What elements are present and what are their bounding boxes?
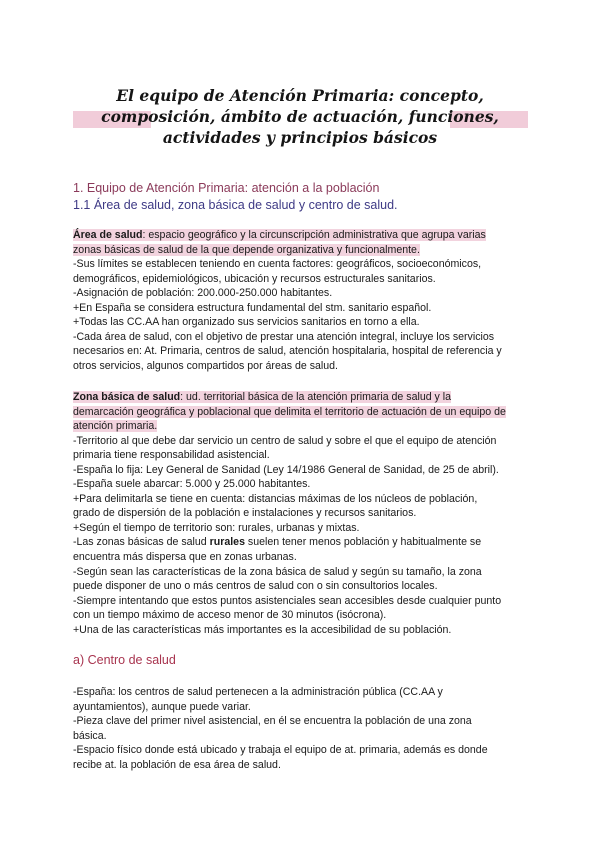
definition-text: : espacio geográfico y la circunscripción administrativa que agrupa varias [142,229,486,241]
paragraph-line: -Sus límites se establecen teniendo en cuenta factores: geográficos, socioeconómicos, [73,258,482,271]
zona-basica-section [73,390,533,637]
title-line-2: composición, ámbito de actuación, funciones, [101,107,499,126]
paragraph-line [73,405,533,420]
paragraph-line: -Asignación de población: 200.000-250.000 habitantes. [73,287,333,300]
paragraph-line: recibe at. la población de esa área de salud. [73,758,281,771]
paragraph-line: básica. [73,729,107,742]
paragraph-line: encuentra más dispersa que en zonas urbanas. [73,551,297,564]
document-title [0,86,600,147]
paragraph-line: -Territorio al que debe dar servicio un centro de salud y sobre el que el equipo de atención [73,434,497,447]
section-heading-1: 1. Equipo de Atención Primaria: atención a la población [73,181,380,195]
paragraph-line: primaria tiene responsabilidad asistencial. [73,449,270,462]
section-heading-1-1: 1.1 Área de salud, zona básica de salud y centro de salud. [73,198,398,212]
paragraph-line: demográficos, epidemiológicos, ubicación y recursos estructurales sanitarios. [73,272,436,285]
paragraph-line: +Para delimitarla se tiene en cuenta: distancias máximas de los núcleos de población, [73,492,478,505]
paragraph-line: +Todas las CC.AA han organizado sus servicios sanitarios en torno a ella. [73,316,420,329]
text-run: suelen tener menos población y habitualmente se [244,536,482,549]
paragraph-line: necesarios en: At. Primaria, centros de salud, atención hospitalaria, hospital de referencia y [73,345,502,358]
paragraph-line [73,419,533,434]
definition-text: zonas básicas de salud de la que depende organizativa y funcionalmente. [73,243,420,256]
paragraph-line: ayuntamientos), aunque puede variar. [73,700,251,713]
centro-de-salud-section [73,685,533,772]
paragraph-line: grado de dispersión de la población e instalaciones y recursos sanitarios. [73,507,417,520]
term-zona-basica: Zona básica de salud [73,391,181,403]
paragraph-line: +Según el tiempo de territorio son: rurales, urbanas y mixtas. [73,521,360,534]
paragraph-line: -España suele abarcar: 5.000 y 25.000 habitantes. [73,478,311,491]
area-de-salud-section [73,228,533,373]
paragraph-line: +En España se considera estructura fundamental del stm. sanitario español. [73,301,432,314]
text-run: -Las zonas básicas de salud [73,536,210,549]
paragraph-line: puede disponer de uno o más centros de salud con o sin consultorios locales. [73,580,438,593]
title-line-1: El equipo de Atención Primaria: concepto, [116,86,484,105]
paragraph-line: -Según sean las características de la zona básica de salud y según su tamaño, la zona [73,565,482,578]
paragraph-line: otros servicios, algunos compartidos por áreas de salud. [73,359,338,372]
paragraph-line: +Una de las características más importantes es la accesibilidad de su población. [73,623,452,636]
paragraph-line: -Pieza clave del primer nivel asistencial, en él se encuentra la población de una zona [73,715,472,728]
paragraph-line [73,243,533,258]
definition-text: demarcación geográfica y poblacional que delimita el territorio de actuación de un equipo de [73,405,506,418]
paragraph-line: -España: los centros de salud pertenecen a la administración pública (CC.AA y [73,686,443,698]
paragraph-line [73,390,533,405]
definition-text: : ud. territorial básica de la atención primaria de salud y la [180,391,452,403]
paragraph-line: -Espacio físico donde está ubicado y trabaja el equipo de at. primaria, además es donde [73,744,488,757]
definition-text: atención primaria. [73,420,158,433]
term-rurales: rurales [209,536,245,549]
paragraph-line: -Siempre intentando que estos puntos asistenciales sean accesibles desde cualquier punto [73,594,502,607]
title-line-3: actividades y principios básicos [162,128,438,147]
section-heading-a: a) Centro de salud [73,653,176,667]
term-area-de-salud: Área de salud [73,229,143,241]
paragraph-line [73,535,533,550]
paragraph-line: -España lo fija: Ley General de Sanidad (Ley 14/1986 General de Sanidad, de 25 de abril). [73,463,499,476]
paragraph-line [73,228,533,243]
paragraph-line: con un tiempo máximo de acceso menor de 30 minutos (isócrona). [73,609,387,622]
paragraph-line: -Cada área de salud, con el objetivo de prestar una atención integral, incluye los servicios [73,330,495,343]
